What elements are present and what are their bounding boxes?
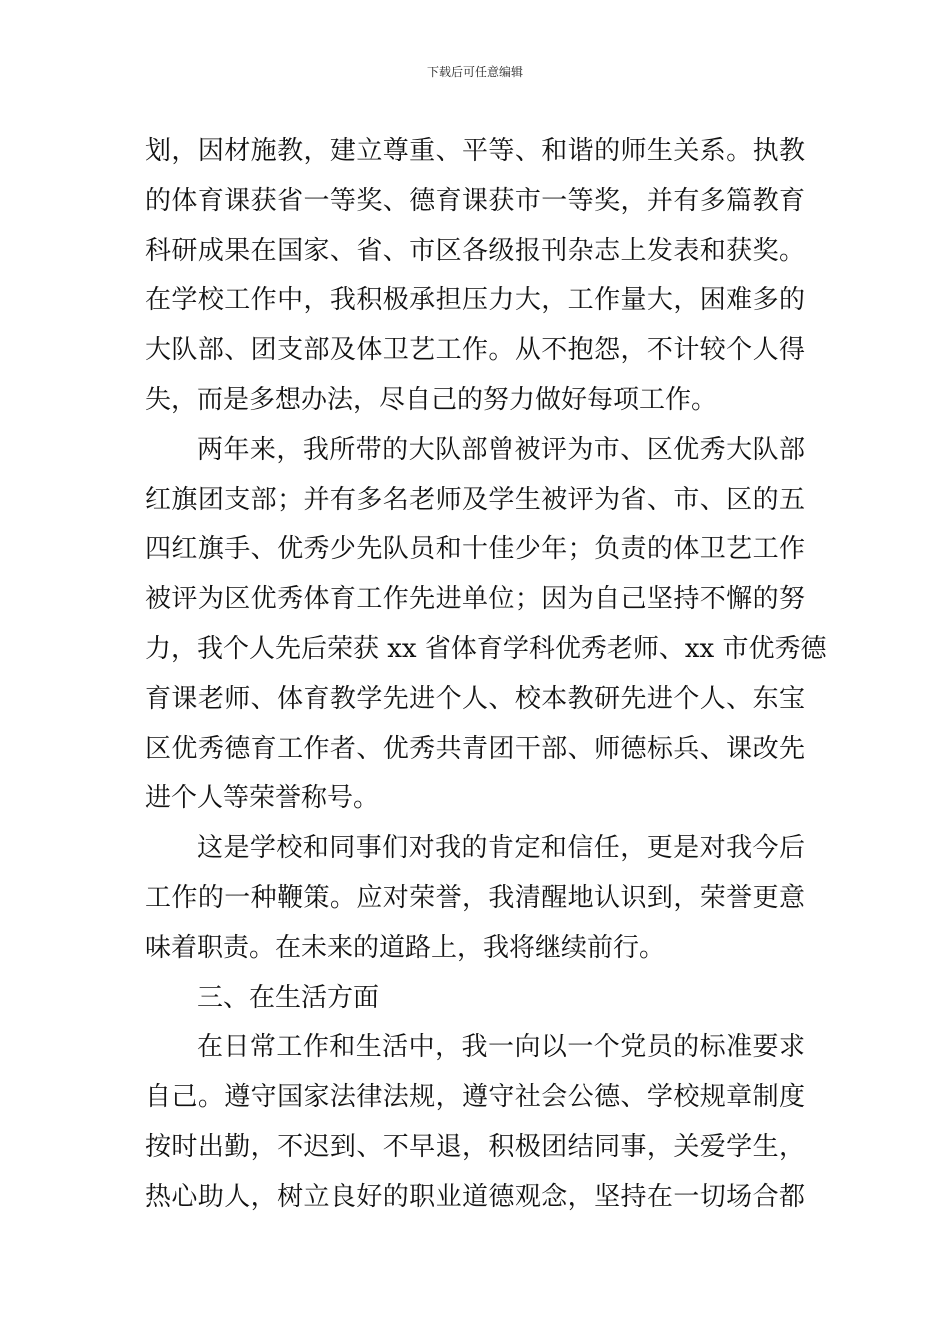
text-line: 工作的一种鞭策。应对荣誉，我清醒地认识到，荣誉更意 xyxy=(145,882,805,913)
text-line: 自己。遵守国家法律法规，遵守社会公德、学校规章制度 xyxy=(145,1082,805,1113)
text-line: 失，而是多想办法，尽自己的努力做好每项工作。 xyxy=(145,384,718,415)
text-line: 的体育课获省一等奖、德育课获市一等奖，并有多篇教育 xyxy=(145,185,805,216)
text-line: 区优秀德育工作者、优秀共青团干部、师德标兵、课改先 xyxy=(145,733,805,764)
text-line: 红旗团支部；并有多名老师及学生被评为省、市、区的五 xyxy=(145,484,805,515)
text-line: 在日常工作和生活中，我一向以一个党员的标准要求 xyxy=(197,1032,805,1063)
text-line: 被评为区优秀体育工作先进单位；因为自己坚持不懈的努 xyxy=(145,584,805,615)
text-line: 两年来，我所带的大队部曾被评为市、区优秀大队部 xyxy=(197,434,805,465)
text-line: 划，因材施教，建立尊重、平等、和谐的师生关系。执教 xyxy=(145,136,805,166)
text-line: 力，我个人先后荣获 xx 省体育学科优秀老师、xx 市优秀德 xyxy=(145,633,827,664)
document-body xyxy=(145,127,827,1223)
text-line: 味着职责。在未来的道路上，我将继续前行。 xyxy=(145,932,666,963)
page-header-note: 下载后可任意编辑 xyxy=(426,65,523,79)
text-line: 进个人等荣誉称号。 xyxy=(145,783,380,814)
text-line: 大队部、团支部及体卫艺工作。从不抱怨，不计较个人得 xyxy=(145,335,805,366)
text-line: 在学校工作中，我积极承担压力大，工作量大，困难多的 xyxy=(145,285,805,316)
text-line: 热心助人，树立良好的职业道德观念，坚持在一切场合都 xyxy=(145,1181,805,1212)
text-line: 三、在生活方面 xyxy=(197,982,380,1013)
text-line: 科研成果在国家、省、市区各级报刊杂志上发表和获奖。 xyxy=(145,235,805,266)
text-line: 这是学校和同事们对我的肯定和信任，更是对我今后 xyxy=(197,833,805,864)
text-line: 按时出勤，不迟到、不早退，积极团结同事，关爱学生， xyxy=(145,1131,805,1162)
text-line: 四红旗手、优秀少先队员和十佳少年；负责的体卫艺工作 xyxy=(145,534,805,565)
text-line: 育课老师、体育教学先进个人、校本教研先进个人、东宝 xyxy=(145,683,805,714)
